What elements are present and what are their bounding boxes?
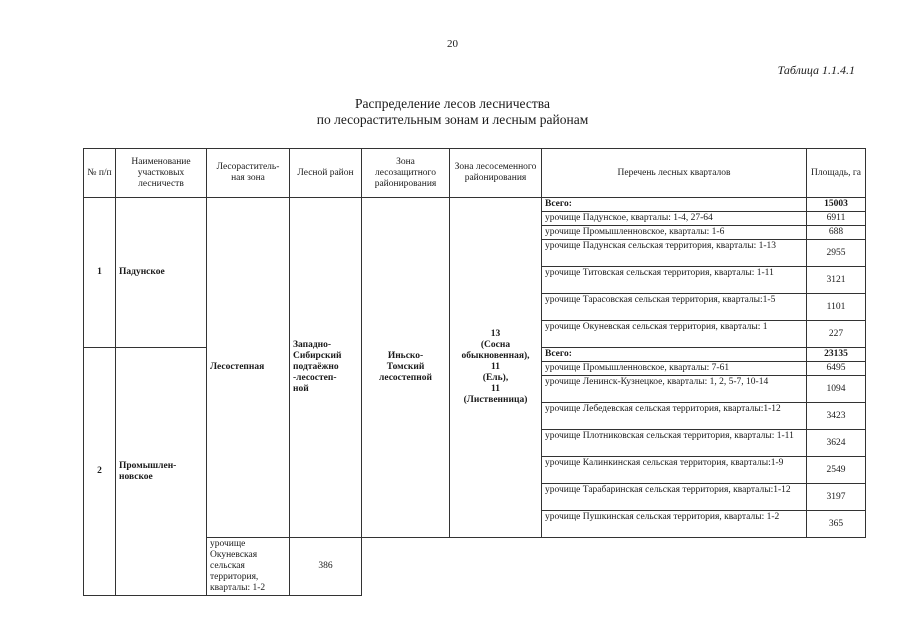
header-seed: Зона лесосеменного районирования (450, 149, 542, 198)
forestry-1-name: Падунское (116, 198, 207, 348)
forestry-2-total: 23135 (807, 348, 866, 362)
quarter-area: 2955 (807, 240, 866, 267)
quarter-area: 3423 (807, 403, 866, 430)
quarter-text: урочище Плотниковская сельская территория, кварталы: 1-11 (542, 430, 807, 457)
title-line-1: Распределение лесов лесничества (355, 96, 550, 111)
quarter-text: урочище Пушкинская сельская территория, кварталы: 1-2 (542, 511, 807, 538)
title-line-2: по лесорастительным зонам и лесным районам (316, 112, 589, 127)
header-quarters: Перечень лесных кварталов (542, 149, 807, 198)
header-num: № п/п (84, 149, 116, 198)
header-region: Лесной район (290, 149, 362, 198)
page-number: 20 (447, 38, 458, 50)
quarter-text: урочище Лебедевская сельская территория, кварталы:1-12 (542, 403, 807, 430)
quarter-text: урочище Промышленновское, кварталы: 7-61 (542, 362, 807, 376)
quarter-text: урочище Ленинск-Кузнецкое, кварталы: 1, 2, 5-7, 10-14 (542, 376, 807, 403)
header-protective: Зона лесозащитного районирования (362, 149, 450, 198)
quarter-text: урочище Падунская сельская территория, кварталы: 1-13 (542, 240, 807, 267)
document-title (0, 96, 905, 128)
quarter-area: 1094 (807, 376, 866, 403)
table-label: Таблица 1.1.4.1 (777, 63, 855, 77)
quarter-area: 3624 (807, 430, 866, 457)
quarter-text: урочище Тарасовская сельская территория, кварталы:1-5 (542, 294, 807, 321)
quarter-area: 688 (807, 226, 866, 240)
protective-zone-cell: Иньско- Томский лесостепной (362, 198, 450, 538)
quarter-text: урочище Промышленновское, кварталы: 1-6 (542, 226, 807, 240)
header-row (84, 149, 866, 198)
forest-distribution-table (83, 148, 866, 596)
quarter-text: урочище Окуневская сельская территория, кварталы: 1 (542, 321, 807, 348)
header-area: Площадь, га (807, 149, 866, 198)
forestry-1-total: 15003 (807, 198, 866, 212)
header-zone: Лесораститель-ная зона (207, 149, 290, 198)
zone-cell: Лесостепная (207, 198, 290, 538)
quarter-area: 3197 (807, 484, 866, 511)
quarter-text: урочище Падунское, кварталы: 1-4, 27-64 (542, 212, 807, 226)
header-name: Наименование участковых лесничеств (116, 149, 207, 198)
quarter-area: 386 (290, 538, 362, 596)
quarter-area: 6495 (807, 362, 866, 376)
quarter-area: 227 (807, 321, 866, 348)
table-row-total (84, 198, 866, 212)
quarter-area: 3121 (807, 267, 866, 294)
forestry-2-num: 2 (84, 348, 116, 596)
quarter-text: урочище Окуневская сельская территория, кварталы: 1-2 (207, 538, 290, 596)
seed-zone-cell: 13 (Сосна обыкновенная), 11 (Ель), 11 (Лиственница) (450, 198, 542, 538)
forestry-1-num: 1 (84, 198, 116, 348)
quarter-area: 2549 (807, 457, 866, 484)
forestry-2-total-label: Всего: (542, 348, 807, 362)
region-cell: Западно- Сибирский подтаёжно -лесостеп- ной (290, 198, 362, 538)
quarter-text: урочище Калинкинская сельская территория, кварталы:1-9 (542, 457, 807, 484)
quarter-area: 1101 (807, 294, 866, 321)
forestry-2-name: Промышлен-новское (116, 348, 207, 596)
quarter-area: 6911 (807, 212, 866, 226)
quarter-text: урочище Тарабаринская сельская территория, кварталы:1-12 (542, 484, 807, 511)
quarter-area: 365 (807, 511, 866, 538)
quarter-text: урочище Титовская сельская территория, кварталы: 1-11 (542, 267, 807, 294)
forestry-1-total-label: Всего: (542, 198, 807, 212)
